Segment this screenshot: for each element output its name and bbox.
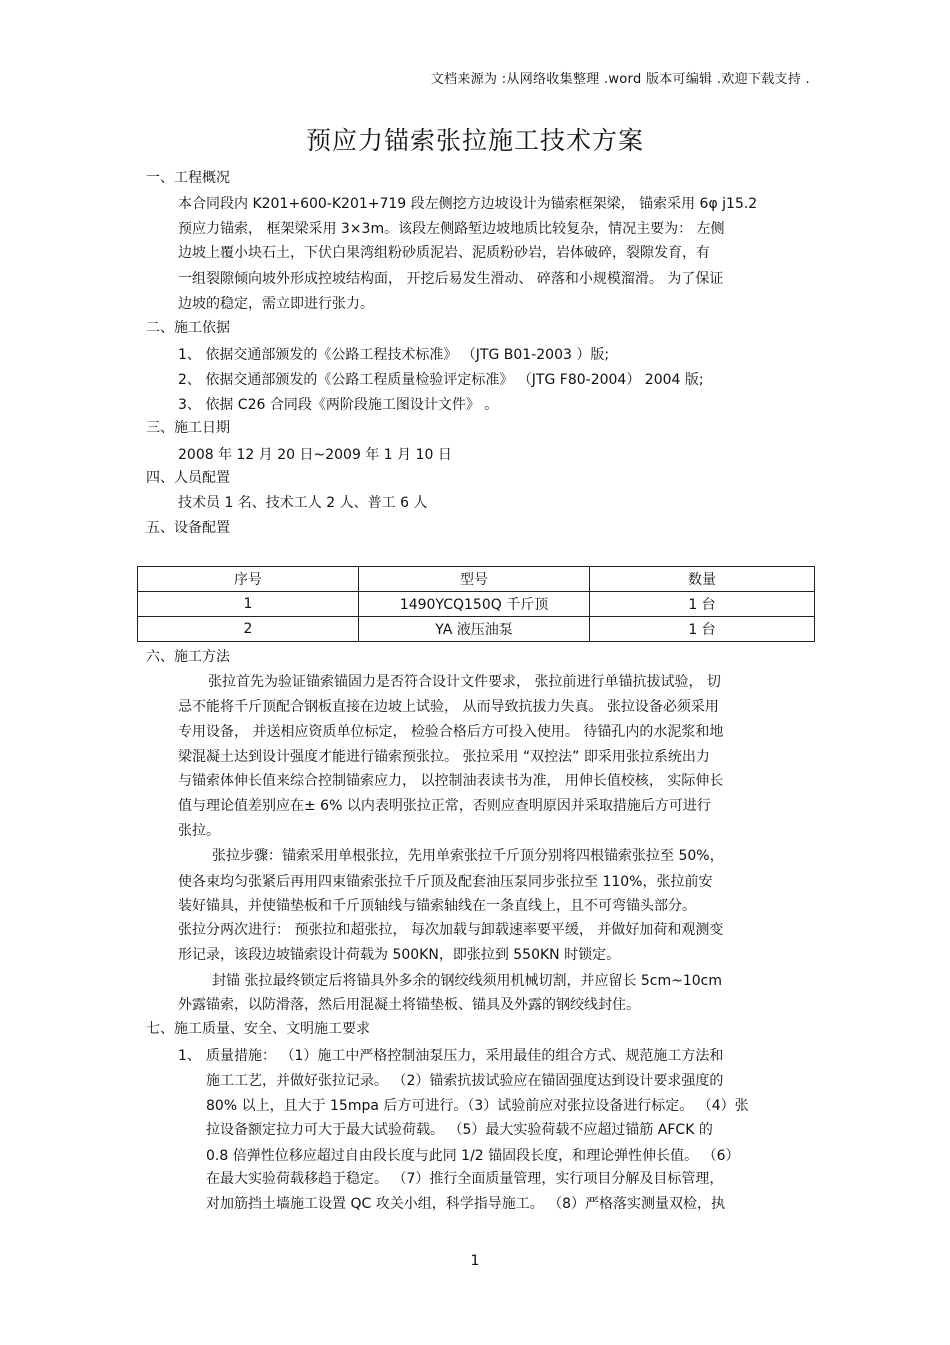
paragraph-line: 拉设备额定拉力可大于最大试验荷载。 （5）最大实验荷载不应超过锚筋 AFCK 的 [206,1122,713,1138]
table-row [138,592,815,617]
table-cell: 1 台 [590,617,815,642]
table-cell: 1490YCQ150Q 千斤顶 [359,592,590,617]
construction-date: 2008 年 12 月 20 日~2009 年 1 月 10 日 [178,447,452,463]
paragraph-line: 值与理论值差别应在± 6% 以内表明张拉正常，否则应查明原因并采取措施后方可进行 [178,798,711,814]
paragraph-line: 梁混凝土达到设计强度才能进行锚索预张拉。 张拉采用 “双控法” 即采用张拉系统出力 [178,749,710,765]
paragraph-line: 质量措施： （1）施工中严格控制油泵压力，采用最佳的组合方式、规范施工方法和 [206,1048,724,1064]
paragraph-line: 本合同段内 K201+600-K201+719 段左侧挖方边坡设计为锚索框架梁， 锚索采用 6φ j15.2 [178,196,758,212]
document-title: 预应力锚索张拉施工技术方案 [305,126,644,155]
basis-item: 2、 依据交通部颁发的《公路工程质量检验评定标准》 （JTG F80-2004） 2004 版; [178,372,704,388]
table-cell: 1 [138,592,359,617]
section-heading-quality: 七、施工质量、安全、文明施工要求 [146,1021,370,1037]
paragraph-line: 专用设备， 并送相应资质单位标定， 检验合格后方可投入使用。 待锚孔内的水泥浆和地 [178,724,724,740]
paragraph-line: 预应力锚索， 框架梁采用 3×3m。该段左侧路堑边坡地质比较复杂，情况主要为： 左侧 [178,221,725,237]
basis-item: 1、 依据交通部颁发的《公路工程技术标准》 （JTG B01-2003 ）版; [178,347,610,363]
table-cell: 2 [138,617,359,642]
table-header-row [138,567,815,592]
table-header-cell: 型号 [359,567,590,592]
table-cell: 1 台 [590,592,815,617]
basis-item: 3、 依据 C26 合同段《两阶段施工图设计文件》 。 [178,397,499,413]
table-header-cell: 序号 [138,567,359,592]
paragraph-line: 装好锚具，并使锚垫板和千斤顶轴线与锚索轴线在一条直线上，且不可弯锚头部分。 [178,898,696,914]
paragraph-line: 外露锚索，以防滑落，然后用混凝土将锚垫板、锚具及外露的钢绞线封住。 [178,997,640,1013]
paragraph-line: 0.8 倍弹性位移应超过自由段长度与此同 1/2 锚固段长度，和理论弹性伸长值。 （6） [206,1148,740,1164]
paragraph-line: 对加筋挡土墙施工设置 QC 攻关小组，科学指导施工。 （8）严格落实测量双检，执 [206,1196,726,1212]
section-heading-overview: 一、工程概况 [146,170,230,186]
paragraph-line: 形记录，该段边坡锚索设计荷载为 500KN，即张拉到 550KN 时锁定。 [178,947,621,963]
table-cell: YA 液压油泵 [359,617,590,642]
paragraph-line: 80% 以上，且大于 15mpa 后方可进行。（3）试验前应对张拉设备进行标定。 （4）张 [206,1098,749,1114]
paragraph-line: 与锚索体伸长值来综合控制锚索应力， 以控制油表读书为准， 用伸长值校核， 实际伸长 [178,773,724,789]
paragraph-line: 张拉首先为验证锚索锚固力是否符合设计文件要求， 张拉前进行单锚抗拔试验， 切 [208,674,721,690]
section-heading-basis: 二、施工依据 [146,320,230,336]
section-heading-method: 六、施工方法 [146,649,230,665]
section-heading-date: 三、施工日期 [146,420,230,436]
table-header-cell: 数量 [590,567,815,592]
paragraph-line: 张拉。 [178,823,220,839]
paragraph-line: 一组裂隙倾向坡外形成控坡结构面， 开挖后易发生滑动、 碎落和小规模溜滑。 为了保证 [178,271,724,287]
table-row [138,617,815,642]
paragraph-line: 使各束均匀张紧后再用四束锚索张拉千斤顶及配套油压泵同步张拉至 110%，张拉前安 [178,874,713,890]
paragraph-line: 边坡上覆小块石土，下伏白果湾组粉砂质泥岩、泥质粉砂岩，岩体破碎，裂隙发育，有 [178,245,710,261]
staff-text: 技术员 1 名、技术工人 2 人、普工 6 人 [178,495,428,511]
paragraph-line: 张拉步骤：锚索采用单根张拉，先用单索张拉千斤顶分别将四根锚索张拉至 50%， [212,848,724,864]
paragraph-line: 张拉分两次进行： 预张拉和超张拉， 每次加载与卸载速率要平缓， 并做好加荷和观测变 [178,922,724,938]
section-heading-staff: 四、人员配置 [146,470,230,486]
paragraph-line: 忌不能将千斤顶配合钢板直接在边坡上试验， 从而导致抗拔力失真。 张拉设备必须采用 [178,699,719,715]
page-header: 文档来源为 :从网络收集整理 .word 版本可编辑 .欢迎下载支持 . [430,72,810,87]
paragraph-line: 在最大实验荷载移趋于稳定。 （7）推行全面质量管理，实行项目分解及目标管理， [206,1171,724,1187]
paragraph-line: 施工工艺，并做好张拉记录。 （2）锚索抗拔试验应在锚固强度达到设计要求强度的 [206,1073,724,1089]
quality-item-number: 1、 [178,1048,201,1064]
paragraph-line: 边坡的稳定，需立即进行张力。 [178,296,374,312]
equipment-table [137,566,815,642]
paragraph-line: 封锚 张拉最终锁定后将锚具外多余的钢绞线须用机械切割，并应留长 5cm~10cm [212,973,723,989]
page-number: 1 [470,1253,480,1269]
section-heading-equipment: 五、设备配置 [146,520,230,536]
